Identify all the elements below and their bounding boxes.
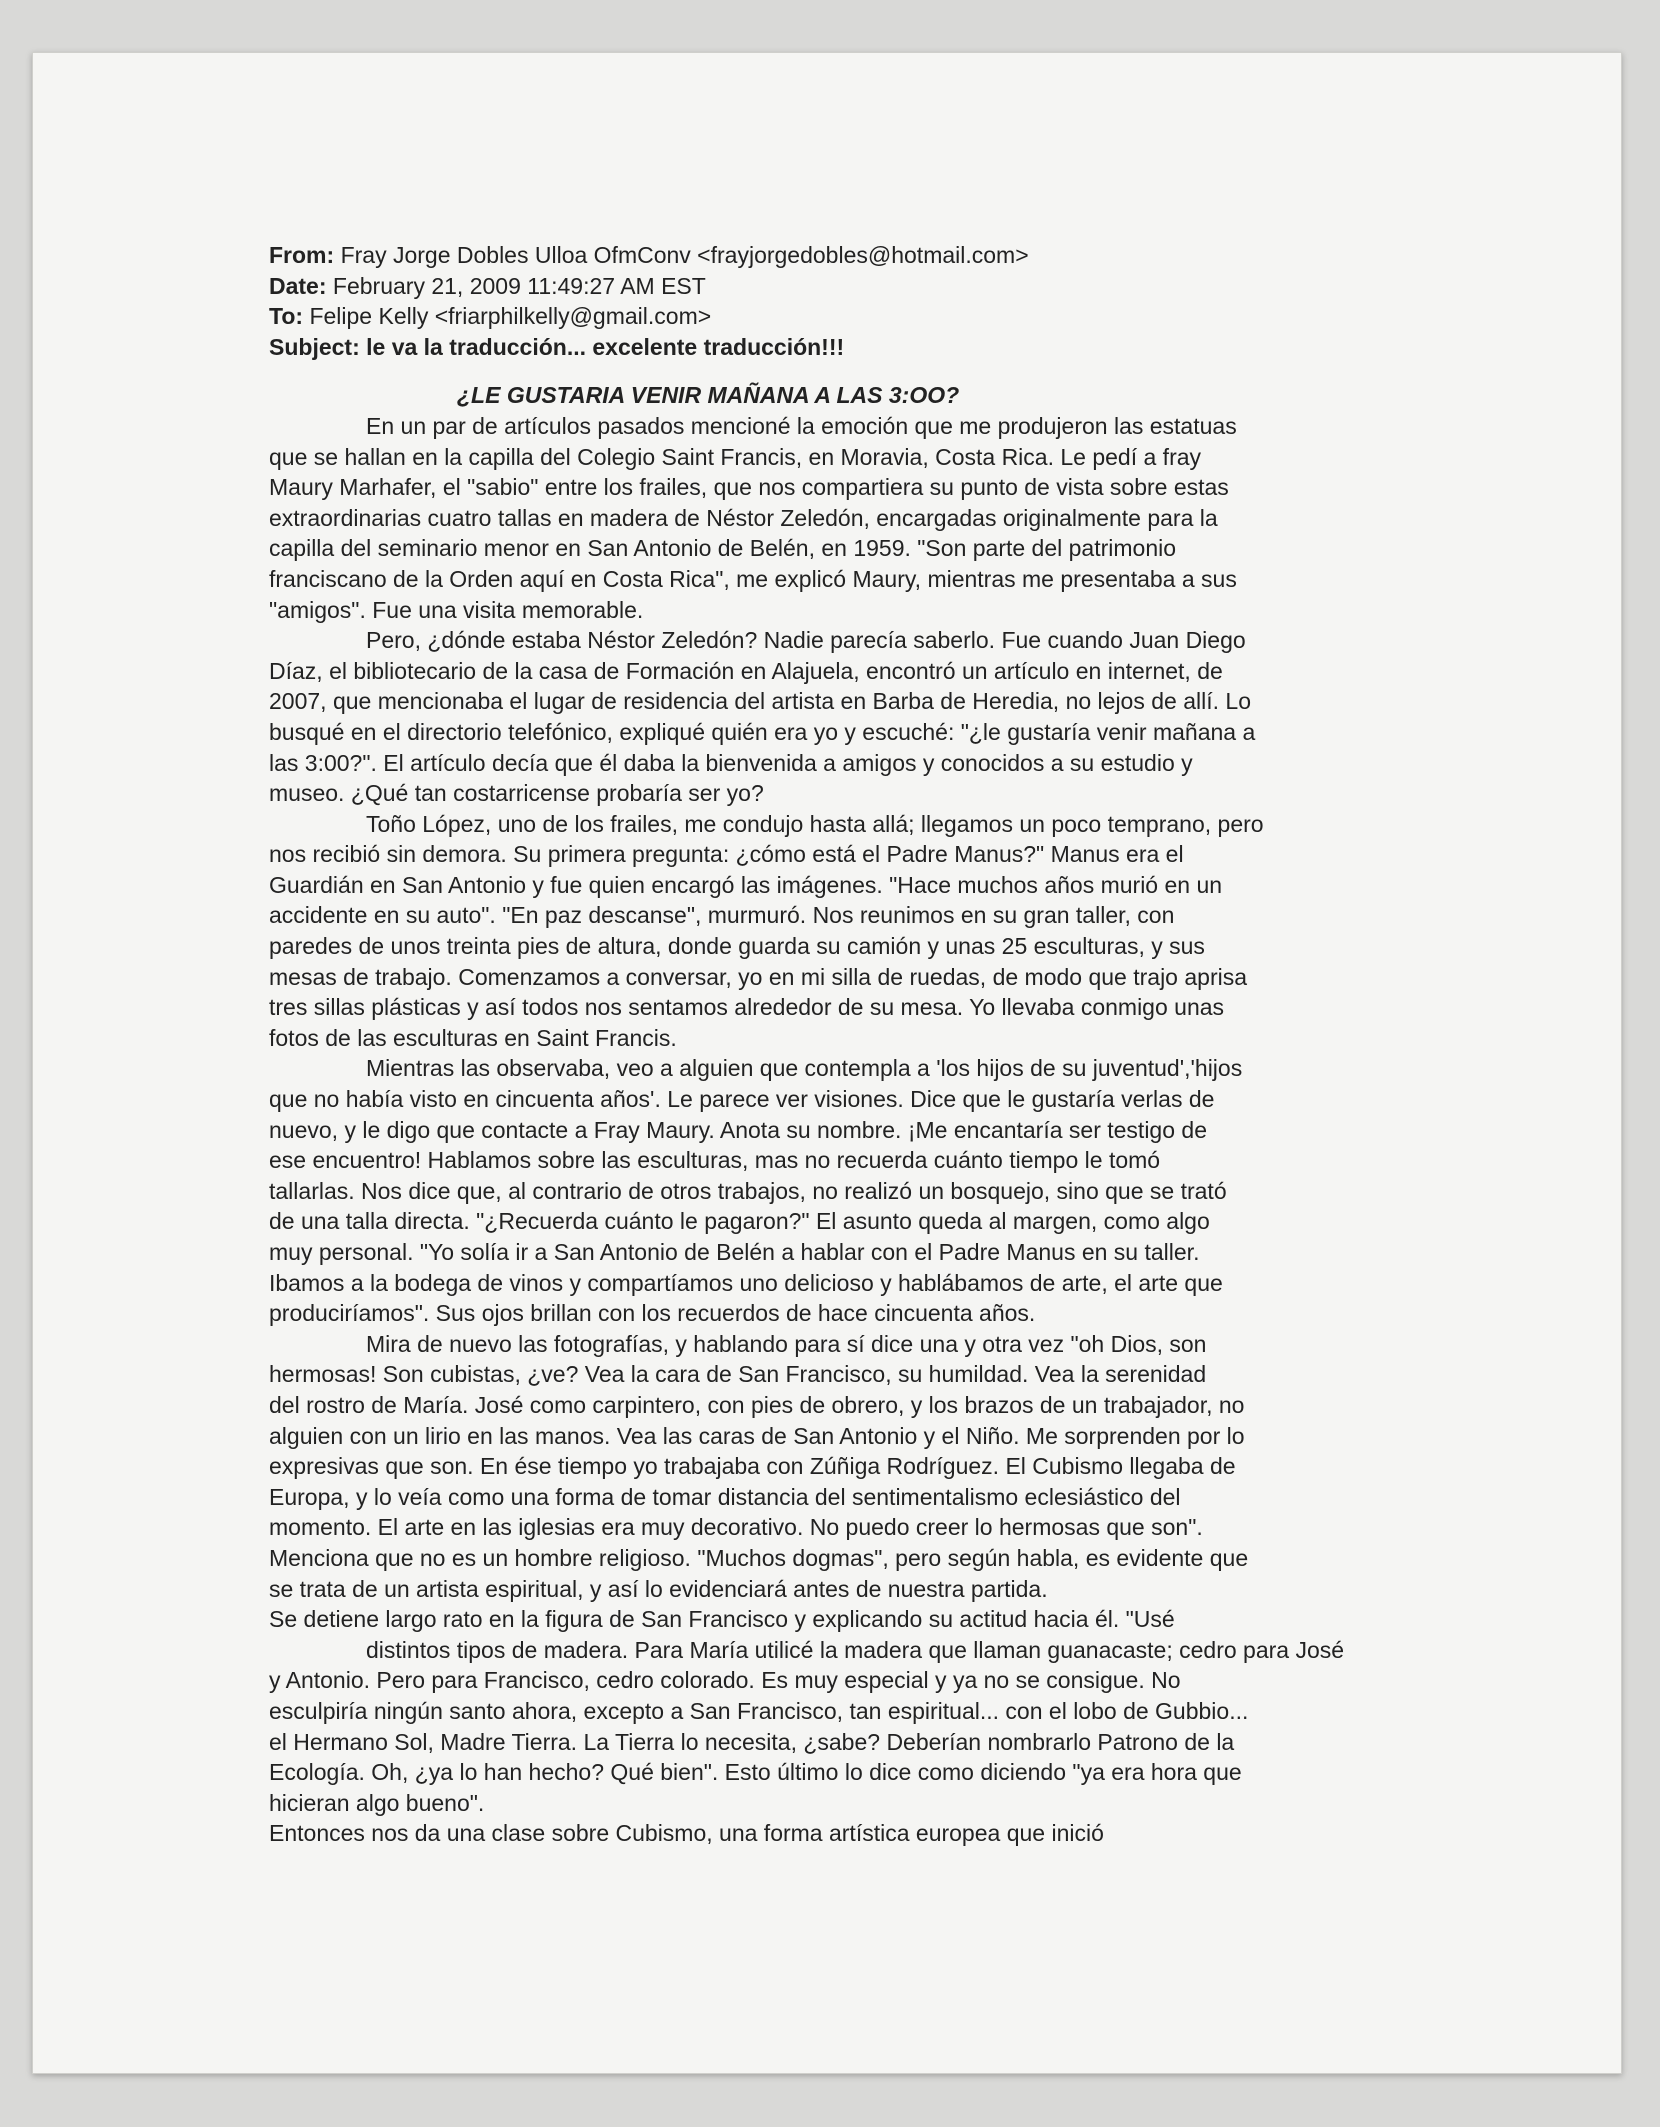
text-line: tallarlas. Nos dice que, al contrario de otros trabajos, no realizó un bosquejo, sino que se trató [269,1177,1227,1204]
text-line: Ibamos a la bodega de vinos y compartíamos uno delicioso y hablábamos de arte, el arte que [269,1269,1223,1296]
document-body [269,240,1429,1849]
text-line: tres sillas plásticas y así todos nos sentamos alrededor de su mesa. Yo llevaba conmigo unas [269,994,1225,1021]
text-line: alguien con un lirio en las manos. Vea las caras de San Antonio y el Niño. Me sorprenden por lo [269,1422,1245,1449]
text-line: Maury Marhafer, el "sabio" entre los frailes, que nos compartiera su punto de vista sobre estas [269,474,1229,501]
subject-value: le va la traducción... excelente traducción!!! [366,333,845,360]
text-line: Toño López, uno de los frailes, me condujo hasta allá; llegamos un poco temprano, pero [366,810,1264,837]
article-title: ¿LE GUSTARIA VENIR MAÑANA A LAS 3:OO? [457,382,960,409]
text-line: hermosas! Son cubistas, ¿ve? Vea la cara de San Francisco, su humildad. Vea la serenidad [269,1361,1207,1388]
text-line: nuevo, y le digo que contacte a Fray Maury. Anota su nombre. ¡Me encantaría ser testigo de [269,1116,1207,1143]
text-line: accidente en su auto". "En paz descanse", murmuró. Nos reunimos en su gran taller, con [269,902,1175,929]
text-line: Ecología. Oh, ¿ya lo han hecho? Qué bien". Esto último lo dice como diciendo "ya era hora que [269,1759,1242,1786]
to-value: Felipe Kelly <friarphilkelly@gmail.com> [309,303,712,330]
text-line: expresivas que son. En ése tiempo yo trabajaba con Zúñiga Rodríguez. El Cubismo llegaba de [269,1453,1236,1480]
text-line: mesas de trabajo. Comenzamos a conversar, yo en mi silla de ruedas, de modo que trajo aprisa [269,963,1248,990]
email-to [269,301,1429,332]
date-label: Date: [269,272,327,299]
text-line: Menciona que no es un hombre religioso. "Muchos dogmas", pero según habla, es evidente que [269,1544,1249,1571]
text-line: Pero, ¿dónde estaba Néstor Zeledón? Nadie parecía saberlo. Fue cuando Juan Diego [366,627,1246,654]
text-line: del rostro de María. José como carpintero, con pies de obrero, y los brazos de un trabajador, no [269,1391,1245,1418]
text-line: de una talla directa. "¿Recuerda cuánto le pagaron?" El asunto queda al margen, como algo [269,1208,1210,1235]
text-line: Europa, y lo veía como una forma de tomar distancia del sentimentalismo eclesiástico del [269,1483,1181,1510]
text-line: nos recibió sin demora. Su primera pregunta: ¿cómo está el Padre Manus?" Manus era el [269,841,1184,868]
text-line: hicieran algo bueno". [269,1789,485,1816]
from-value: Fray Jorge Dobles Ulloa OfmConv <frayjorgedobles@hotmail.com> [340,242,1029,268]
paper-sheet [32,52,1622,2074]
text-line: esculpiría ningún santo ahora, excepto a San Francisco, tan espiritual... con el lobo de Gubbio... [269,1697,1249,1724]
text-line: En un par de artículos pasados mencioné la emoción que me produjeron las estatuas [366,412,1237,439]
text-line: "amigos". Fue una visita memorable. [269,596,644,623]
text-line: el Hermano Sol, Madre Tierra. La Tierra lo necesita, ¿sabe? Deberían nombrarlo Patrono de la [269,1728,1235,1755]
text-line: franciscano de la Orden aquí en Costa Rica", me explicó Maury, mientras me presentaba a sus [269,565,1237,592]
text-line: capilla del seminario menor en San Antonio de Belén, en 1959. "Son parte del patrimonio [269,535,1177,562]
email-date [269,271,1429,302]
text-line: museo. ¿Qué tan costarricense probaría ser yo? [269,780,764,807]
text-line: y Antonio. Pero para Francisco, cedro colorado. Es muy especial y ya no se consigue. No [269,1667,1181,1694]
text-line: las 3:00?". El artículo decía que él daba la bienvenida a amigos y conocidos a su estudio y [269,749,1193,776]
text-line: 2007, que mencionaba el lugar de residencia del artista en Barba de Heredia, no lejos de allí. Lo [269,688,1251,715]
text-line: busqué en el directorio telefónico, expliqué quién era yo y escuché: "¿le gustaría venir mañana a [269,718,1256,745]
text-line: momento. El arte en las iglesias era muy decorativo. No puedo creer lo hermosas que son". [269,1514,1203,1541]
text-line: Entonces nos da una clase sobre Cubismo, una forma artística europea que inició [269,1820,1104,1847]
date-value: February 21, 2009 11:49:27 AM EST [332,272,706,299]
email-from [269,240,1429,271]
email-subject [269,332,1429,363]
to-label: To: [269,303,304,330]
text-line: produciríamos". Sus ojos brillan con los recuerdos de hace cincuenta años. [269,1300,1036,1327]
text-line: ese encuentro! Hablamos sobre las esculturas, mas no recuerda cuánto tiempo le tomó [269,1147,1161,1174]
text-line: se trata de un artista espiritual, y así lo evidenciará antes de nuestra partida. [269,1575,1048,1602]
text-line: Se detiene largo rato en la figura de San Francisco y explicando su actitud hacia él. "Usé [269,1606,1175,1633]
text-line: muy personal. "Yo solía ir a San Antonio de Belén a hablar con el Padre Manus en su taller. [269,1239,1200,1265]
text-line: fotos de las esculturas en Saint Francis. [269,1024,677,1051]
from-label: From: [269,242,335,268]
text-line: Mientras las observaba, veo a alguien que contempla a 'los hijos de su juventud','hijos [366,1055,1243,1082]
text-line: extraordinarias cuatro tallas en madera de Néstor Zeledón, encargadas originalmente para la [269,504,1218,531]
text-line: paredes de unos treinta pies de altura, donde guarda su camión y unas 25 esculturas, y sus [269,933,1205,960]
text-line: que no había visto en cincuenta años'. Le parece ver visiones. Dice que le gustaría verlas de [269,1086,1215,1113]
text-line: que se hallan en la capilla del Colegio Saint Francis, en Moravia, Costa Rica. Le pedí a fray [269,443,1202,470]
subject-label: Subject: [269,333,360,360]
text-line: Mira de nuevo las fotografías, y hablando para sí dice una y otra vez "oh Dios, son [366,1330,1207,1357]
text-line: Guardián en San Antonio y fue quien encargó las imágenes. "Hace muchos años murió en un [269,871,1223,898]
text-line: Díaz, el bibliotecario de la casa de Formación en Alajuela, encontró un artículo en internet, de [269,657,1223,684]
text-line: distintos tipos de madera. Para María utilicé la madera que llaman guanacaste; cedro para José [366,1636,1345,1663]
article-text [269,411,1429,1849]
